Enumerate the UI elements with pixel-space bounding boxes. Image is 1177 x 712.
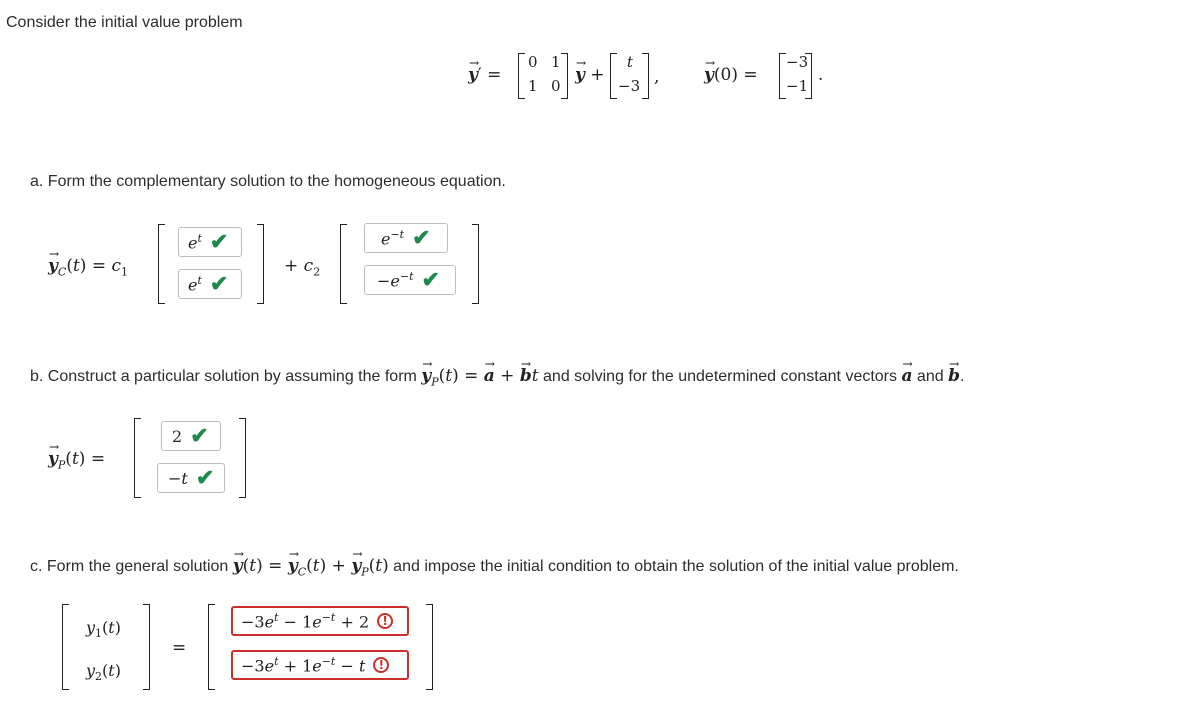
check-icon: ✔ [209, 271, 229, 297]
check-icon: ✔ [412, 225, 431, 251]
part-b-label: → $y_P(t)$ = [48, 449, 105, 471]
part-c-row2-field[interactable]: $-3e^t + 1e^{-t} - t$ ! [231, 650, 409, 680]
ivp-forcing-1: −3 [618, 77, 641, 95]
intro-text: Consider the initial value problem [6, 14, 243, 31]
part-a-v2-row1-field[interactable]: $e^{-t}$ ✔ [364, 223, 448, 253]
ivp-y0-1: −1 [786, 77, 809, 95]
part-b-row1-field[interactable]: 2 ✔ [161, 421, 221, 451]
ivp-period: . [818, 65, 824, 85]
part-a-v1-row2-field[interactable]: $e^t$ ✔ [178, 269, 242, 299]
check-icon: ✔ [209, 229, 229, 255]
part-c-equals: = [172, 638, 187, 658]
check-icon: ✔ [190, 423, 209, 449]
ivp-lhs: → y′ = [468, 65, 501, 85]
part-a-prompt: a. Form the complementary solution to the homogeneous equation. [30, 173, 506, 190]
part-a-label: → $y_C(t) = c_1$ [48, 256, 128, 278]
ivp-forcing-0: t [627, 53, 634, 71]
part-c-y1: $y_1(t)$ [86, 618, 121, 641]
part-a-plus-c2: + $c_2$ [284, 256, 321, 279]
ivp-matrix-0: 0 [528, 53, 538, 71]
part-b-prompt: b. Construct a particular solution by assuming the form → $y_P(t)$ = → a + → bt and solving for the undetermined constant vectors → a and → b. [30, 366, 964, 388]
warning-icon: ! [377, 613, 393, 629]
ivp-matrix-2: 1 [528, 77, 538, 95]
ivp-y0-label: → y(0) = [704, 65, 758, 85]
ivp-y-plus: → y + [575, 65, 605, 85]
check-icon: ✔ [195, 465, 215, 491]
ivp-matrix-1: 1 [551, 53, 561, 71]
part-c-row1-field[interactable]: $-3e^t - 1e^{-t} + 2$ ! [231, 606, 409, 636]
part-a-v2-row2-field[interactable]: $-e^{-t}$ ✔ [364, 265, 456, 295]
ivp-y0-0: −3 [786, 53, 809, 71]
part-c-y2: $y_2(t)$ [86, 661, 121, 684]
ivp-matrix-3: 0 [551, 77, 561, 95]
check-icon: ✔ [421, 267, 440, 293]
part-c-prompt: c. Form the general solution → y(t) = → $y_C(t)$ + → $y_P(t)$ and impose the initial condition to obtain the solution of the initial value problem. [30, 556, 959, 578]
ivp-equation [468, 50, 828, 106]
part-a-v1-row1-field[interactable]: $e^t$ ✔ [178, 227, 242, 257]
warning-icon: ! [373, 657, 389, 673]
ivp-comma: , [654, 67, 660, 87]
part-b-row2-field[interactable]: −t ✔ [157, 463, 225, 493]
